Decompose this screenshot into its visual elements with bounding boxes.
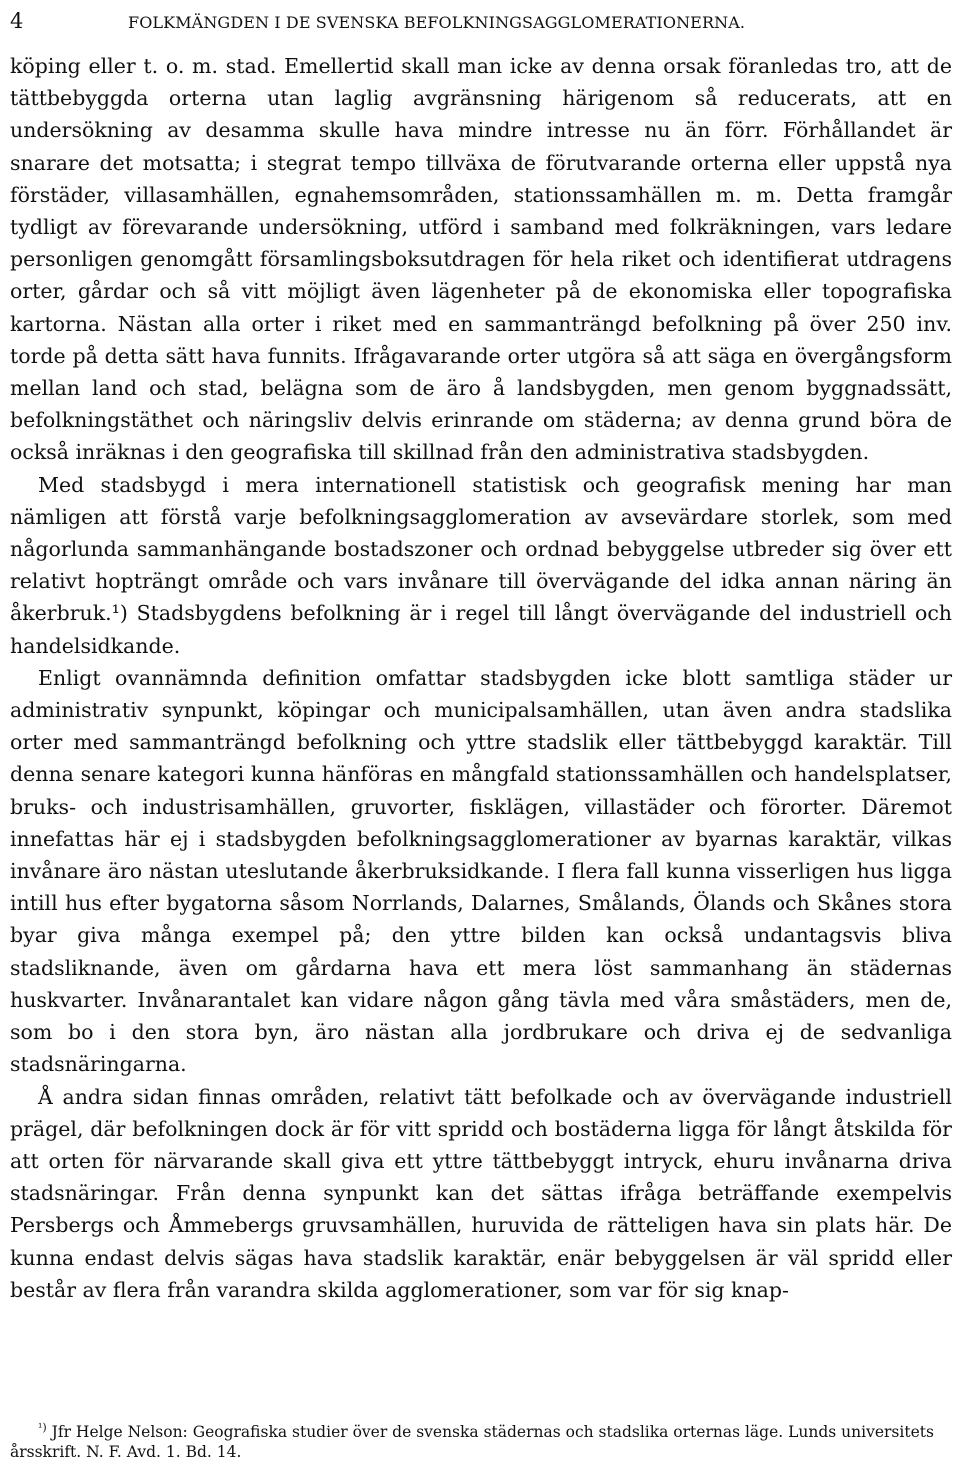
body-text [10, 50, 952, 1306]
paragraph-4: Å andra sidan finnas områden, relativt tätt befolkade och av övervägande industriell prägel, där befolkningen dock är för vitt spridd och bostäderna ligga för långt åtskilda för att orten för närvarande skall giva ett yttre tättbebyggt intryck, ehuru invånarna driva stadsnäringar. Från denna synpunkt kan det sättas ifråga beträffande exempelvis Persbergs och Åmmebergs gruvsamhällen, huruvida de rätteligen hava sin plats här. De kunna endast delvis sägas hava stadslik karaktär, enär bebyggelsen är väl spridd eller består av flera från varandra skilda agglomerationer, som var för sig knap- [10, 1084, 952, 1302]
running-head [10, 6, 952, 36]
book-page [10, 6, 952, 1306]
paragraph-2: Med stadsbygd i mera internationell statistisk och geografisk mening har man nämligen att förstå varje befolkningsagglomeration av avsevärdare storlek, som med någorlunda sammanhängande bostadszoner och ordnad bebyggelse utbreder sig över ett relativt hopträngt område och vars invånare till övervägande del idka annan näring än åkerbruk.¹) Stadsbygdens befolkning är i regel till långt övervägande del industriell och handelsidkande. [10, 472, 952, 658]
running-title: FOLKMÄNGDEN I DE SVENSKA BEFOLKNINGSAGGLOMERATIONERNA. [128, 13, 746, 32]
paragraph-3: Enligt ovannämnda definition omfattar stadsbygden icke blott samtliga städer ur administrativ synpunkt, köpingar och municipalsamhällen, utan även andra stadslika orter med sammanträngd befolkning och yttre stadslik eller tättbebyggd karaktär. Till denna senare kategori kunna hänföras en mångfald stationssamhällen och handelsplatser, bruks- och industrisamhällen, gruvorter, fisklägen, villastäder och förorter. Däremot innefattas här ej i stadsbygden befolkningsagglomerationer av byarnas karaktär, vilkas invånare äro nästan uteslutande åkerbruksidkande. I flera fall kunna visserligen hus ligga intill hus efter bygatorna såsom Norrlands, Dalarnes, Smålands, Ölands och Skånes stora byar giva många exempel på; den yttre bilden kan också undantagsvis bliva stadsliknande, även om gårdarna hava ett mera löst sammanhang än städernas huskvarter. Invånarantalet kan vidare någon gång tävla med våra småstäders, men de, som bo i den stora byn, äro nästan alla jordbrukare och driva ej de sedvanliga stadsnäringarna. [10, 665, 952, 1077]
footnote-1 [10, 1418, 952, 1462]
footnote-marker: ¹) [38, 1421, 47, 1434]
footnotes [10, 1418, 952, 1462]
footnote-text: Jfr Helge Nelson: Geografiska studier över de svenska städernas och stadslika orternas läge. Lunds universitets årsskrift. N. F. Avd. 1. Bd. 14. [10, 1423, 934, 1462]
paragraph-1: köping eller t. o. m. stad. Emellertid skall man icke av denna orsak föranledas tro, att de tättbebyggda orterna utan laglig avgränsning härigenom så reducerats, att en undersökning av desamma skulle hava mindre intresse nu än förr. Förhållandet är snarare det motsatta; i stegrat tempo tillväxa de förutvarande orterna eller uppstå nya förstäder, villasamhällen, egnahemsområden, stationssamhällen m. m. Detta framgår tydligt av förevarande undersökning, utförd i samband med folkräkningen, vars ledare personligen genomgått församlingsboksutdragen för hela riket och identifierat utdragens orter, gårdar och så vitt möjligt även lägenheter på de ekonomiska eller topografiska kartorna. Nästan alla orter i riket med en sammanträngd befolkning på över 250 inv. torde på detta sätt hava funnits. Ifrågavarande orter utgöra så att säga en övergångsform mellan land och stad, belägna som de äro å landsbygden, men genom byggnadssätt, befolkningstäthet och näringsliv delvis erinrande om städerna; av denna grund böra de också inräknas i den geografiska till skillnad från den administrativa stadsbygden. [10, 54, 952, 465]
page-number: 4 [10, 9, 24, 33]
